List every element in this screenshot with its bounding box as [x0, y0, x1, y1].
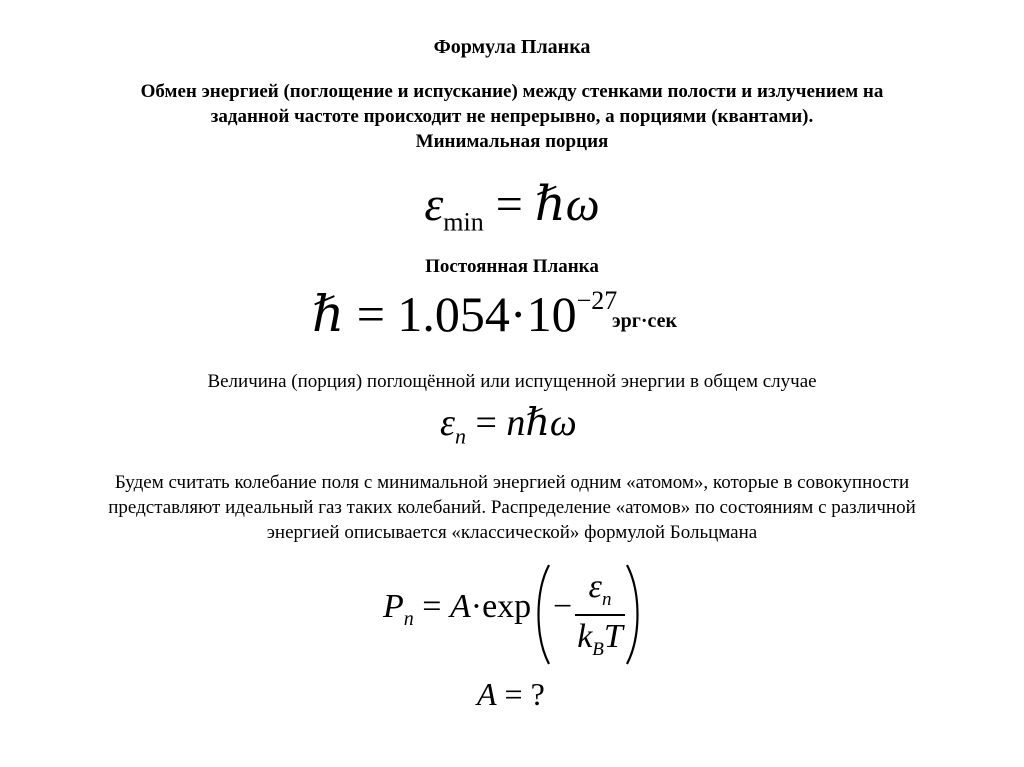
power-exponent: −27 — [576, 286, 618, 315]
epsilon-symbol: ε — [440, 402, 455, 444]
dot-operator: · — [509, 286, 527, 342]
a-symbol: A — [449, 588, 471, 625]
gas-line-1: Будем считать колебание поля с минимальной энергией одним «атомом», которые в совокупности — [114, 472, 910, 493]
n-hbar-omega: nℏω — [506, 402, 577, 444]
epsilon-symbol: ε — [424, 178, 444, 231]
ideal-gas-paragraph — [0, 470, 1024, 545]
min-subscript: min — [443, 207, 484, 237]
k-subscript: B — [592, 638, 604, 660]
p-subscript: n — [403, 607, 414, 630]
formula-min-energy — [0, 176, 1024, 237]
planck-constant-heading: Постоянная Планка — [425, 256, 599, 277]
intro-paragraph — [0, 79, 1024, 154]
dot-operator: · — [470, 588, 483, 625]
formula-boltzmann — [383, 562, 653, 667]
epsilon-symbol: ε — [588, 568, 602, 605]
fraction-numerator — [575, 568, 625, 610]
gas-line-3: энергией описывается «классической» формулой Больцмана — [266, 522, 758, 543]
equals-sign: = — [495, 178, 523, 231]
general-case-text: Величина (порция) поглощённой или испущенной энергии в общем случае — [207, 371, 817, 392]
hbar-symbol: ℏ — [312, 286, 345, 342]
minus-sign: − — [553, 588, 573, 625]
formula-question — [477, 676, 545, 713]
n-subscript: n — [454, 423, 466, 449]
formula-n-energy — [440, 400, 577, 449]
intro-line-2: заданной частоте происходит не непрерывно, а порциями (квантами). — [210, 106, 814, 127]
intro-line-3: Минимальная порция — [415, 131, 609, 152]
p-symbol: P — [383, 588, 404, 625]
formula-planck-constant — [312, 285, 617, 343]
planck-mantissa: 1.054 — [397, 286, 510, 342]
numerator-subscript: n — [601, 588, 612, 610]
t-symbol: T — [603, 618, 623, 655]
power-base: 10 — [526, 286, 577, 342]
equals-sign: = — [504, 676, 523, 712]
planck-unit: эрг·сек — [612, 310, 678, 332]
fraction-bar — [575, 614, 625, 616]
a-symbol: A — [477, 676, 497, 712]
gas-line-2: представляют идеальный газ таких колебаний. Распределение «атомов» по состояниям с различной — [108, 497, 916, 518]
equals-sign: = — [475, 402, 497, 444]
equals-sign: = — [356, 286, 385, 342]
question-mark: ? — [530, 676, 545, 712]
left-parenthesis — [531, 562, 553, 667]
page-title: Формула Планка — [433, 36, 591, 58]
exp-function: exp — [482, 588, 532, 625]
fraction-denominator — [571, 618, 629, 660]
equals-sign: = — [422, 588, 442, 625]
k-symbol: k — [577, 618, 593, 655]
intro-line-1: Обмен энергией (поглощение и испускание) между стенками полости и излучением на — [140, 81, 884, 102]
hbar-omega: ℏω — [534, 178, 600, 231]
